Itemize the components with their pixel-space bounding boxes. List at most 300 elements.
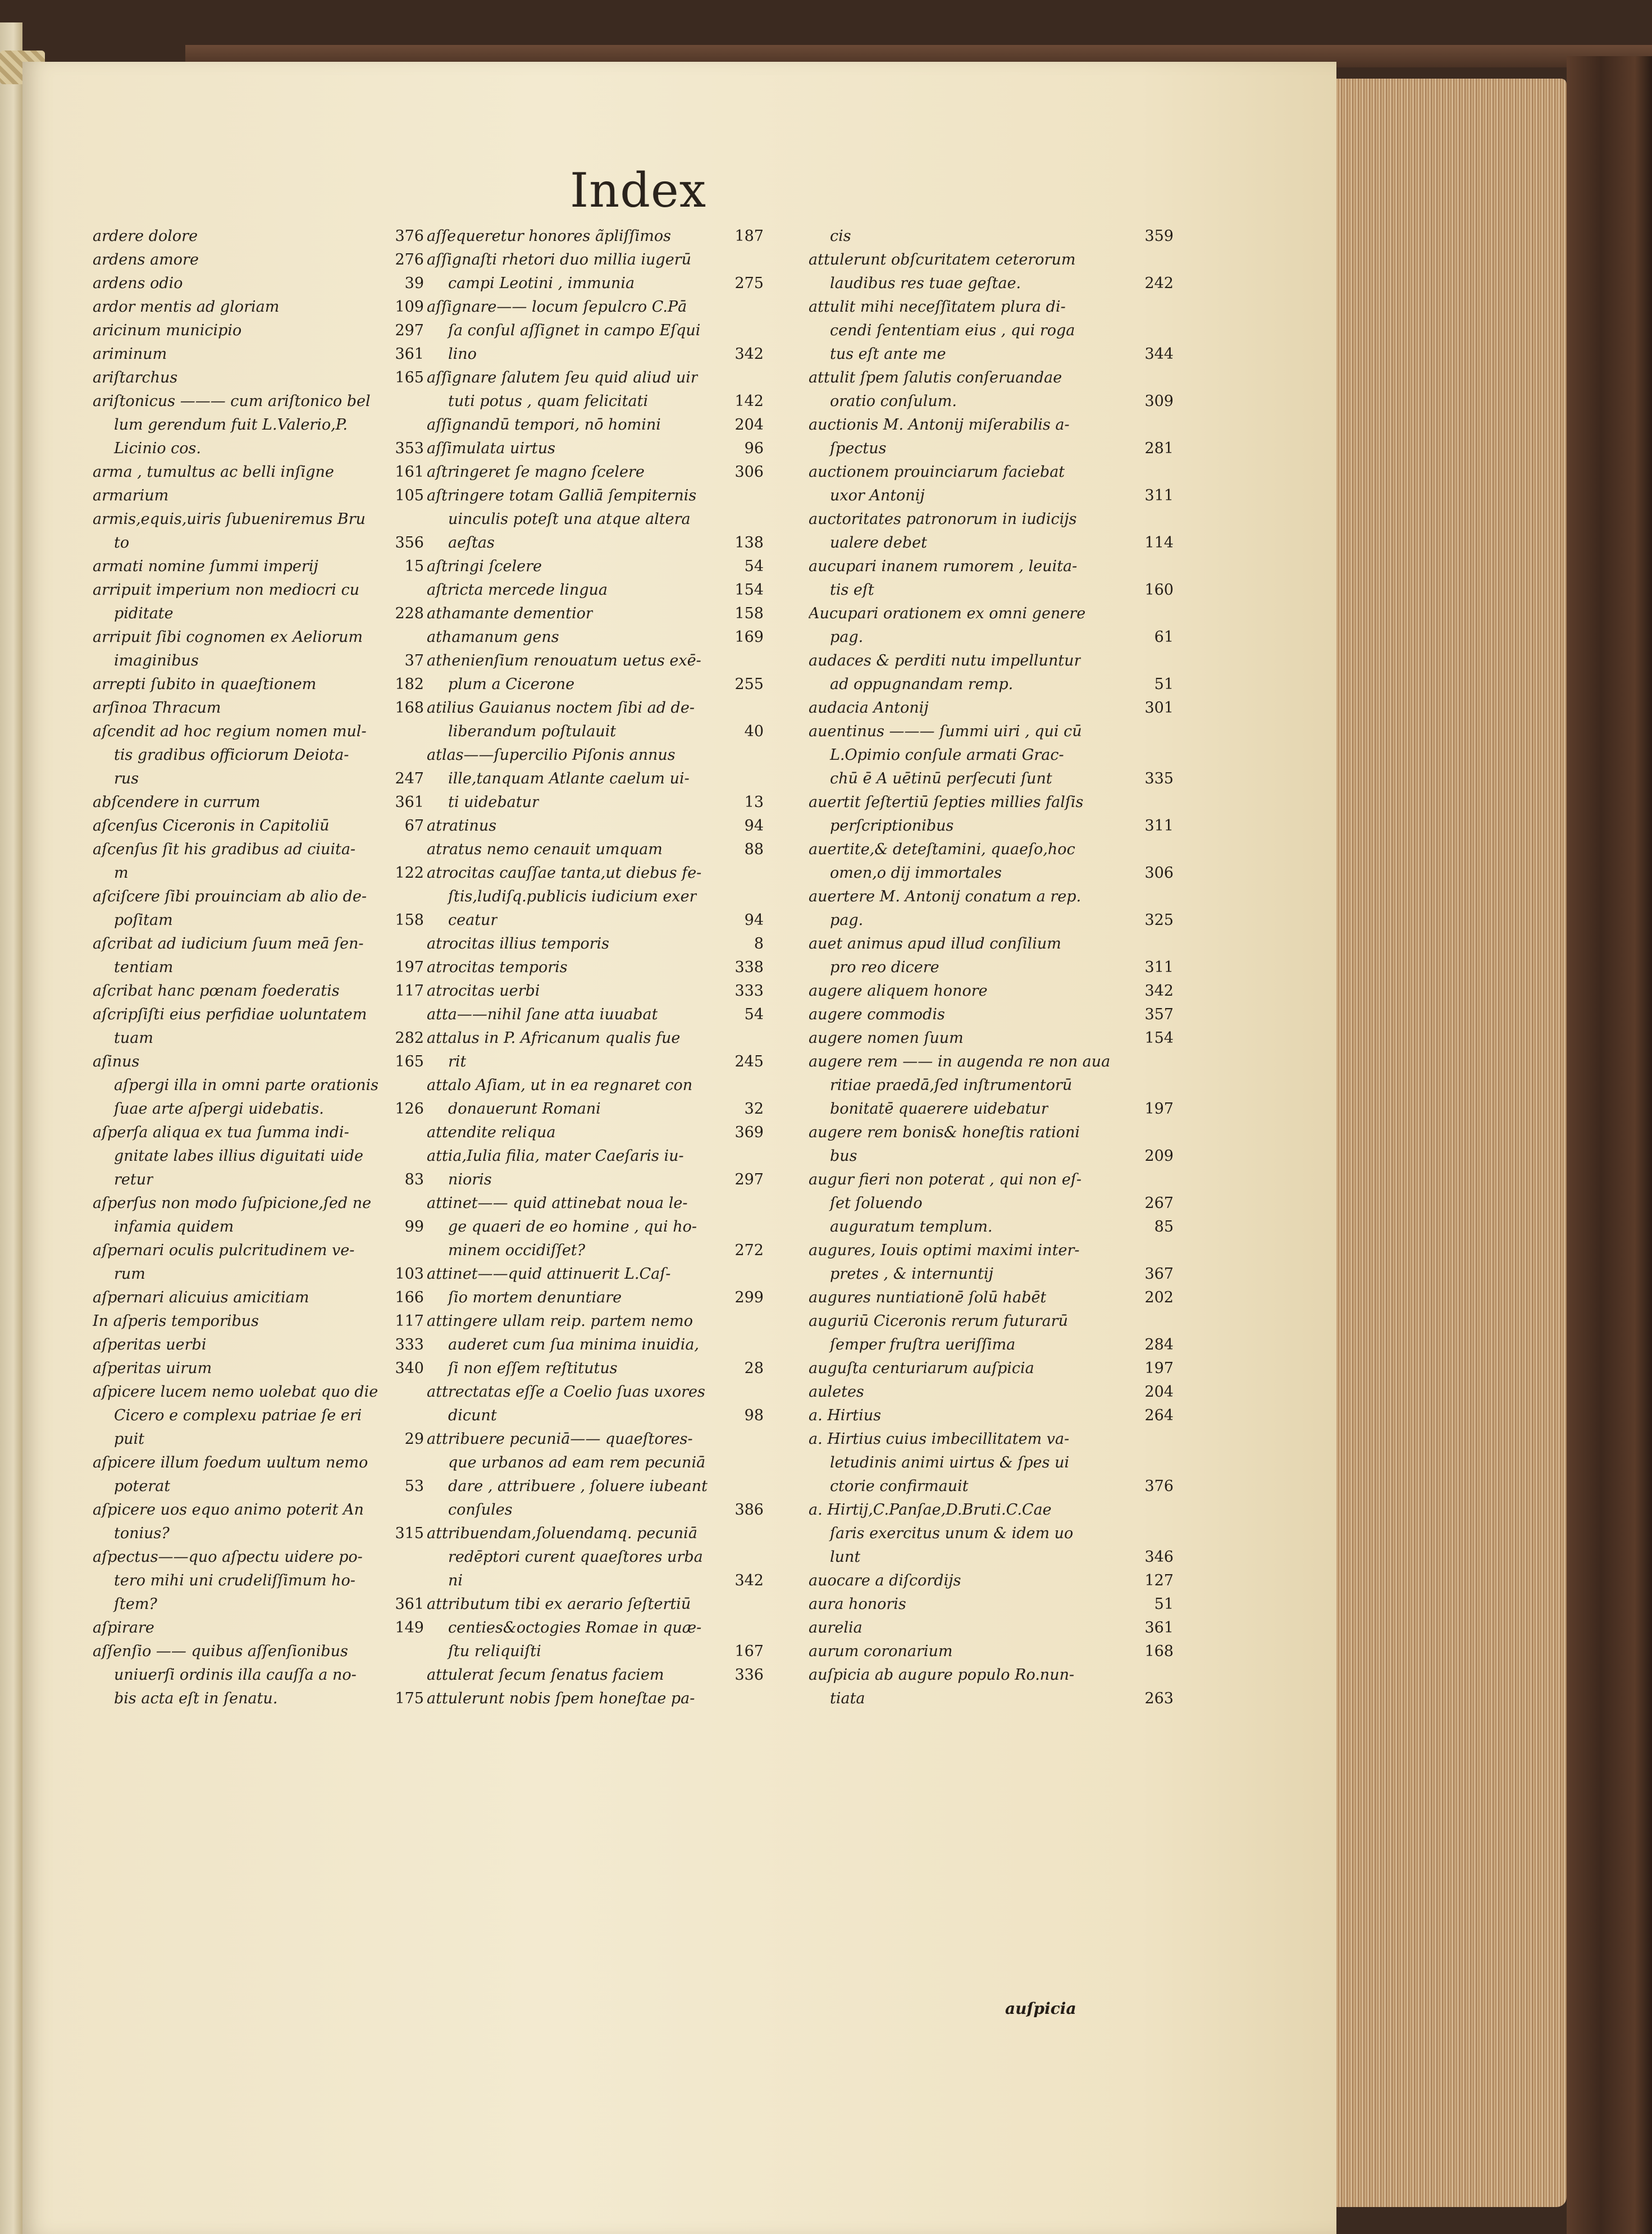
entry-page-number: 85 (1154, 1218, 1174, 1235)
entry-page-number: 197 (395, 959, 424, 976)
entry-page-number: 28 (744, 1360, 764, 1377)
entry-text: aſperitas uerbi (93, 1336, 207, 1353)
index-entry-line (427, 814, 764, 838)
index-entry-line (93, 1192, 424, 1215)
entry-page-number: 105 (395, 487, 424, 504)
entry-page-number: 167 (734, 1643, 764, 1660)
index-entry-line (93, 838, 424, 861)
entry-page-number: 342 (734, 345, 764, 363)
index-entry-line (809, 1498, 1174, 1522)
entry-text: ariſtonicus ——— cum ariſtonico bel (93, 393, 371, 410)
entry-page-number: 117 (395, 982, 424, 1000)
index-entry-line (809, 1286, 1174, 1310)
entry-page-number: 301 (1144, 699, 1174, 717)
index-entry-line (809, 1215, 1174, 1239)
index-entry-line (427, 1687, 764, 1711)
entry-text: a. Hirtij,C.Panſae,D.Bruti.C.Cae (809, 1501, 1052, 1519)
entry-text: ſtis,ludiſq.publicis iudicium exer (448, 888, 697, 905)
index-entry-line (809, 225, 1174, 248)
index-entry-line (93, 248, 424, 272)
index-entry-line (427, 1310, 764, 1333)
index-entry-line (809, 1404, 1174, 1428)
entry-page-number: 306 (734, 463, 764, 481)
entry-text: auertere M. Antonij conatum a rep. (809, 888, 1081, 905)
index-entry-line (427, 979, 764, 1003)
entry-text: conſules (448, 1501, 513, 1519)
entry-text: atlas——ſupercilio Piſonis annus (427, 746, 676, 764)
entry-text: aſpergi illa in omni parte orationis (114, 1077, 378, 1094)
index-entry-line (93, 1428, 424, 1451)
index-entry-line (427, 626, 764, 649)
index-entry-line (93, 1003, 424, 1027)
index-entry-line (93, 1522, 424, 1545)
index-entry-line (809, 1428, 1174, 1451)
index-entry-line (93, 366, 424, 390)
entry-text: attinet—— quid attinebat noua le- (427, 1194, 688, 1212)
entry-page-number: 168 (395, 699, 424, 717)
entry-text: ni (448, 1572, 463, 1589)
cover-right-edge (1567, 56, 1652, 2234)
entry-text: aurum coronarium (809, 1643, 953, 1660)
entry-text: perſcriptionibus (830, 817, 954, 835)
entry-text: aurelia (809, 1619, 862, 1636)
entry-page-number: 154 (734, 581, 764, 599)
index-entry-line (427, 1192, 764, 1215)
entry-text: atrocitas cauſſae tanta,ut diebus fe- (427, 864, 702, 882)
entry-page-number: 37 (404, 652, 424, 669)
index-entry-line (93, 861, 424, 885)
entry-text: audaces & perditi nutu impelluntur (809, 652, 1081, 669)
index-entry-line (427, 319, 764, 343)
entry-text: atrocitas temporis (427, 959, 568, 976)
entry-page-number: 376 (1144, 1478, 1174, 1495)
entry-text: attinet——quid attinuerit L.Caſ- (427, 1265, 671, 1283)
entry-text: ualere debet (830, 534, 927, 551)
entry-text: auletes (809, 1383, 864, 1401)
entry-page-number: 276 (395, 251, 424, 268)
index-entry-line (809, 979, 1174, 1003)
index-entry-line (93, 1380, 424, 1404)
entry-text: cendi ſententiam eius , qui roga (830, 322, 1075, 339)
index-entry-line (809, 696, 1174, 720)
entry-page-number: 158 (734, 605, 764, 622)
entry-text: tuti potus , quam felicitati (448, 393, 649, 410)
entry-text: omen,o dij immortales (830, 864, 1002, 882)
index-entry-line (809, 1097, 1174, 1121)
entry-page-number: 165 (395, 1053, 424, 1070)
index-entry-line (93, 626, 424, 649)
entry-page-number: 376 (395, 227, 424, 245)
entry-text: tis gradibus officiorum Deiota- (114, 746, 349, 764)
entry-text: atratus nemo cenauit umquam (427, 841, 663, 858)
entry-text: ad oppugnandam remp. (830, 676, 1014, 693)
index-entry-line (427, 1239, 764, 1262)
entry-page-number: 344 (1144, 345, 1174, 363)
index-entry-line (93, 1593, 424, 1616)
entry-page-number: 166 (395, 1289, 424, 1306)
entry-text: to (114, 534, 130, 551)
index-entry-line (809, 437, 1174, 461)
entry-page-number: 29 (404, 1430, 424, 1448)
entry-text: chū ē A uētinū perſecuti ſunt (830, 770, 1052, 787)
entry-text: aſſenſio —— quibus aſſenſionibus (93, 1643, 348, 1660)
index-entry-line (427, 366, 764, 390)
entry-text: tonius? (114, 1525, 170, 1542)
entry-text: aſinus (93, 1053, 140, 1070)
entry-page-number: 161 (395, 463, 424, 481)
entry-page-number: 165 (395, 369, 424, 386)
entry-page-number: 282 (395, 1029, 424, 1047)
index-entry-line (809, 508, 1174, 531)
index-entry-line (427, 1663, 764, 1687)
index-entry-line (809, 1074, 1174, 1097)
entry-text: aſcendit ad hoc regium nomen mul- (93, 723, 367, 740)
entry-page-number: 169 (734, 628, 764, 646)
entry-text: lum gerendum fuit L.Valerio,P. (114, 416, 348, 434)
entry-text: rus (114, 770, 139, 787)
page-header: Index (570, 163, 707, 218)
entry-text: armis,equis,uiris ſubueniremus Bru (93, 510, 366, 528)
entry-text: ardor mentis ad gloriam (93, 298, 280, 316)
entry-page-number: 94 (744, 911, 764, 929)
entry-page-number: 67 (404, 817, 424, 835)
index-entry-line (93, 602, 424, 626)
entry-text: centies&octogies Romae in quæ- (448, 1619, 702, 1636)
entry-text: auſpicia ab augure populo Ro.nun- (809, 1666, 1075, 1684)
entry-text: armarium (93, 487, 169, 504)
index-entry-line (809, 1357, 1174, 1380)
entry-page-number: 361 (395, 345, 424, 363)
index-entry-line (93, 390, 424, 413)
index-entry-line (93, 791, 424, 814)
index-entry-line (427, 861, 764, 885)
entry-text: tis eſt (830, 581, 874, 599)
index-entry-line (93, 885, 424, 909)
entry-text: ſtem? (114, 1595, 157, 1613)
index-entry-line (809, 461, 1174, 484)
index-entry-line (427, 1593, 764, 1616)
entry-page-number: 96 (744, 440, 764, 457)
index-entry-line (427, 791, 764, 814)
entry-text: auguriū Ciceronis rerum futurarū (809, 1312, 1068, 1330)
entry-page-number: 263 (1144, 1690, 1174, 1707)
entry-text: cis (830, 227, 851, 245)
index-entry-line (93, 1239, 424, 1262)
entry-text: aſperſa aliqua ex tua ſumma indi- (93, 1124, 349, 1141)
index-entry-line (427, 909, 764, 932)
page-fore-edge (1336, 79, 1567, 2207)
entry-text: uniuerſi ordinis illa cauſſa a no- (114, 1666, 357, 1684)
entry-page-number: 309 (1144, 393, 1174, 410)
index-entry-line (93, 1475, 424, 1498)
index-entry-line (427, 1003, 764, 1027)
entry-text: aſpirare (93, 1619, 154, 1636)
index-entry-line (93, 578, 424, 602)
entry-text: piditate (114, 605, 174, 622)
entry-text: bonitatē quaerere uidebatur (830, 1100, 1048, 1118)
index-entry-line (809, 767, 1174, 791)
entry-text: ceatur (448, 911, 498, 929)
entry-page-number: 297 (734, 1171, 764, 1188)
index-entry-line (809, 861, 1174, 885)
entry-text: dicunt (448, 1407, 497, 1424)
entry-page-number: 204 (1144, 1383, 1174, 1401)
entry-page-number: 209 (1144, 1147, 1174, 1165)
entry-page-number: 311 (1144, 487, 1174, 504)
index-entry-line (427, 1074, 764, 1097)
entry-text: aſcribat ad iudicium ſuum meā ſen- (93, 935, 364, 952)
left-page-edge (0, 22, 22, 2234)
entry-page-number: 109 (395, 298, 424, 316)
index-entry-line (427, 1097, 764, 1121)
index-entry-line (93, 956, 424, 979)
index-entry-line (93, 1333, 424, 1357)
index-entry-line (93, 343, 424, 366)
index-entry-line (427, 295, 764, 319)
entry-page-number: 61 (1154, 628, 1174, 646)
entry-text: attulerunt nobis ſpem honeſtae pa- (427, 1690, 695, 1707)
entry-page-number: 255 (734, 676, 764, 693)
entry-text: aricinum municipio (93, 322, 242, 339)
index-entry-line (809, 791, 1174, 814)
index-entry-line (93, 909, 424, 932)
entry-text: ge quaeri de eo homine , qui ho- (448, 1218, 697, 1235)
entry-page-number: 369 (734, 1124, 764, 1141)
entry-text: augere aliquem honore (809, 982, 988, 1000)
entry-text: augere nomen ſuum (809, 1029, 964, 1047)
index-entry-line (809, 649, 1174, 673)
index-entry-line (809, 1027, 1174, 1050)
index-entry-line (93, 720, 424, 744)
index-entry-line (93, 696, 424, 720)
entry-text: aſpernari oculis pulcritudinem ve- (93, 1242, 355, 1259)
entry-page-number: 284 (1144, 1336, 1174, 1353)
entry-page-number: 154 (1144, 1029, 1174, 1047)
entry-page-number: 98 (744, 1407, 764, 1424)
entry-page-number: 202 (1144, 1289, 1174, 1306)
entry-text: que urbanos ad eam rem pecuniā (448, 1454, 706, 1471)
entry-text: campi Leotini , immunia (448, 275, 635, 292)
entry-text: redēptori curent quaeſtores urba (448, 1548, 703, 1566)
entry-text: attribuere pecuniā—— quaeſtores- (427, 1430, 693, 1448)
index-entry-line (809, 838, 1174, 861)
index-entry-line (809, 484, 1174, 508)
entry-text: tus eſt ante me (830, 345, 946, 363)
entry-page-number: 297 (395, 322, 424, 339)
entry-text: infamia quidem (114, 1218, 234, 1235)
entry-page-number: 353 (395, 440, 424, 457)
entry-page-number: 94 (744, 817, 764, 835)
entry-text: auet animus apud illud conſilium (809, 935, 1061, 952)
entry-page-number: 245 (734, 1053, 764, 1070)
index-entry-line (809, 1380, 1174, 1404)
entry-page-number: 333 (734, 982, 764, 1000)
entry-page-number: 359 (1144, 227, 1174, 245)
index-entry-line (427, 531, 764, 555)
entry-text: atilius Gauianus noctem ſibi ad de- (427, 699, 695, 717)
index-entry-line (93, 1663, 424, 1687)
entry-text: plum a Cicerone (448, 676, 575, 693)
entry-text: aſtringeret ſe magno ſcelere (427, 463, 645, 481)
entry-text: ſuae arte aſpergi uidebatis. (114, 1100, 324, 1118)
index-entry-line (427, 1050, 764, 1074)
entry-text: donauerunt Romani (448, 1100, 601, 1118)
index-entry-line (93, 1050, 424, 1074)
index-entry-line (93, 1121, 424, 1145)
entry-page-number: 53 (404, 1478, 424, 1495)
entry-text: aſpicere lucem nemo uolebat quo die (93, 1383, 378, 1401)
entry-text: In aſperis temporibus (93, 1312, 259, 1330)
index-entry-line (427, 1286, 764, 1310)
entry-text: attributum tibi ex aerario ſeſtertiū (427, 1595, 691, 1613)
index-entry-line (809, 885, 1174, 909)
entry-page-number: 187 (734, 227, 764, 245)
index-entry-line (427, 248, 764, 272)
entry-text: ſet ſoluendo (830, 1194, 923, 1212)
entry-text: attulit mihi neceſſitatem plura di- (809, 298, 1066, 316)
index-entry-line (427, 555, 764, 578)
entry-text: attalus in P. Africanum qualis fue (427, 1029, 681, 1047)
index-entry-line (93, 814, 424, 838)
index-entry-line (427, 1145, 764, 1168)
index-entry-line (93, 508, 424, 531)
index-entry-line (809, 1168, 1174, 1192)
entry-text: attulit ſpem ſalutis conſeruandae (809, 369, 1062, 386)
index-entry-line (809, 1545, 1174, 1569)
entry-page-number: 99 (404, 1218, 424, 1235)
index-entry-line (809, 578, 1174, 602)
index-entry-line (427, 1428, 764, 1451)
entry-page-number: 39 (404, 275, 424, 292)
entry-text: lino (448, 345, 477, 363)
entry-text: minem occidiſſet? (448, 1242, 586, 1259)
entry-text: aſcenſus ſit his gradibus ad ciuita- (93, 841, 356, 858)
index-entry-line (809, 272, 1174, 295)
index-entry-line (809, 1475, 1174, 1498)
index-entry-line (809, 909, 1174, 932)
entry-page-number: 311 (1144, 817, 1174, 835)
index-entry-line (427, 1168, 764, 1192)
index-entry-line (93, 295, 424, 319)
entry-text: auertit ſeſtertiū ſepties millies falſis (809, 794, 1084, 811)
entry-text: ſaris exercitus unum & idem uo (830, 1525, 1074, 1542)
entry-page-number: 264 (1144, 1407, 1174, 1424)
entry-text: attia,Iulia filia, mater Caeſaris iu- (427, 1147, 684, 1165)
entry-text: auctionis M. Antonij miſerabilis a- (809, 416, 1070, 434)
index-entry-line (427, 390, 764, 413)
index-entry-line (809, 1640, 1174, 1663)
entry-page-number: 204 (734, 416, 764, 434)
entry-text: auocare a diſcordijs (809, 1572, 961, 1589)
entry-text: attribuendam,ſoluendamq. pecuniā (427, 1525, 697, 1542)
entry-text: ſio mortem denuntiare (448, 1289, 622, 1306)
index-entry-line (93, 744, 424, 767)
entry-text: oratio conſulum. (830, 393, 957, 410)
entry-text: puit (114, 1430, 145, 1448)
entry-text: augere commodis (809, 1006, 945, 1023)
entry-text: aſperſus non modo ſuſpicione,ſed ne (93, 1194, 372, 1212)
entry-text: bus (830, 1147, 857, 1165)
index-entry-line (93, 1498, 424, 1522)
index-column-2 (427, 225, 764, 1711)
entry-page-number: 386 (734, 1501, 764, 1519)
entry-text: laudibus res tuae geſtae. (830, 275, 1021, 292)
entry-page-number: 333 (395, 1336, 424, 1353)
index-entry-line (93, 673, 424, 696)
entry-page-number: 88 (744, 841, 764, 858)
index-entry-line (809, 531, 1174, 555)
entry-page-number: 315 (395, 1525, 424, 1542)
index-entry-line (93, 932, 424, 956)
entry-text: athamanum gens (427, 628, 559, 646)
entry-text: ille,tanquam Atlante caelum ui- (448, 770, 690, 787)
entry-page-number: 340 (395, 1360, 424, 1377)
entry-text: auguratum templum. (830, 1218, 993, 1235)
entry-page-number: 127 (1144, 1572, 1174, 1589)
index-entry-line (809, 366, 1174, 390)
entry-text: ardere dolore (93, 227, 198, 245)
index-column-3 (809, 225, 1174, 1711)
entry-text: aura honoris (809, 1595, 906, 1613)
entry-text: aſſimulata uirtus (427, 440, 555, 457)
index-entry-line (427, 1121, 764, 1145)
entry-text: ſpectus (830, 440, 887, 457)
index-entry-line (809, 1003, 1174, 1027)
entry-text: aſſequeretur honores ãpliſſimos (427, 227, 671, 245)
entry-text: attalo Aſiam, ut in ea regnaret con (427, 1077, 693, 1094)
index-entry-line (809, 1333, 1174, 1357)
index-entry-line (427, 1215, 764, 1239)
entry-text: atrocitas uerbi (427, 982, 540, 1000)
index-entry-line (809, 1522, 1174, 1545)
entry-text: ardens odio (93, 275, 183, 292)
entry-page-number: 357 (1144, 1006, 1174, 1023)
index-entry-line (93, 1145, 424, 1168)
entry-text: atrocitas illius temporis (427, 935, 609, 952)
index-entry-line (809, 1239, 1174, 1262)
entry-text: aſcribat hanc pœnam foederatis (93, 982, 340, 1000)
entry-page-number: 197 (1144, 1100, 1174, 1118)
entry-text: ti uidebatur (448, 794, 539, 811)
index-entry-line (427, 744, 764, 767)
index-entry-line (809, 1310, 1174, 1333)
entry-page-number: 83 (404, 1171, 424, 1188)
entry-text: bis acta eſt in ſenatu. (114, 1690, 278, 1707)
entry-text: pretes , & internuntij (830, 1265, 994, 1283)
entry-page-number: 51 (1154, 1595, 1174, 1613)
index-entry-line (809, 1121, 1174, 1145)
index-entry-line (809, 390, 1174, 413)
index-entry-line (427, 1569, 764, 1593)
entry-text: aſſignare ſalutem ſeu quid aliud uir (427, 369, 698, 386)
entry-text: auentinus ——— ſummi uiri , qui cū (809, 723, 1082, 740)
entry-text: abſcendere in currum (93, 794, 261, 811)
index-entry-line (809, 413, 1174, 437)
entry-page-number: 272 (734, 1242, 764, 1259)
entry-text: aſperitas uirum (93, 1360, 212, 1377)
entry-text: aſtringere totam Galliā ſempiternis (427, 487, 697, 504)
index-entry-line (427, 602, 764, 626)
index-entry-line (93, 1616, 424, 1640)
entry-text: audacia Antonij (809, 699, 929, 717)
entry-page-number: 336 (734, 1666, 764, 1684)
index-entry-line (93, 1074, 424, 1097)
entry-text: auertite,& deteſtamini, quaeſo,hoc (809, 841, 1075, 858)
index-entry-line (93, 1357, 424, 1380)
index-entry-line (809, 248, 1174, 272)
index-entry-line (427, 1451, 764, 1475)
entry-text: retur (114, 1171, 154, 1188)
